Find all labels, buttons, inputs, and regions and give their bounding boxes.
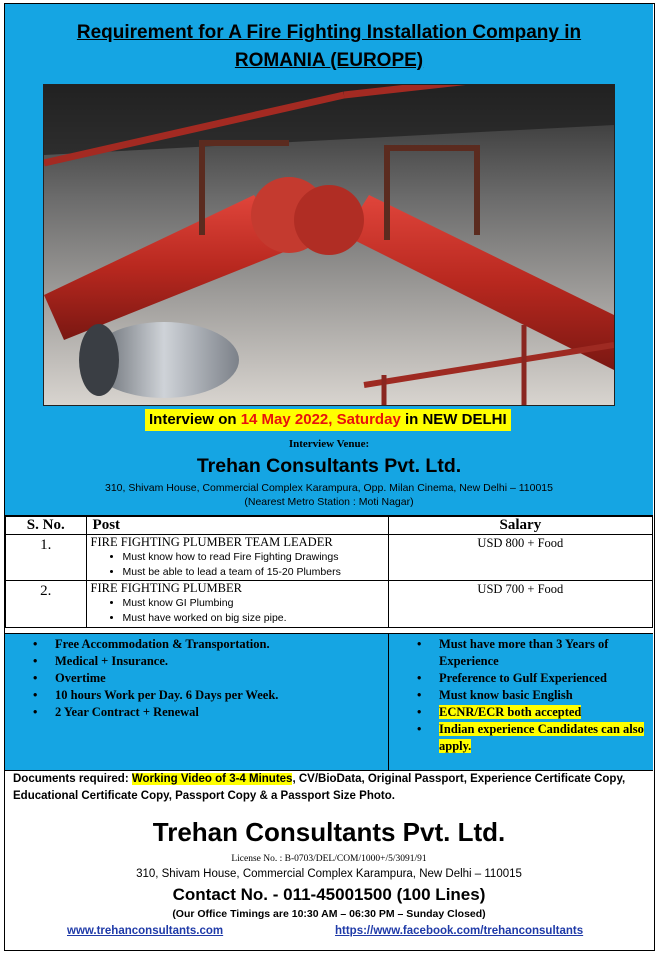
benefits-panel — [5, 633, 653, 771]
requirement-note — [413, 704, 649, 721]
requirement-note — [413, 721, 649, 755]
interview-date: 14 May 2022, Saturday — [240, 411, 401, 428]
footer-company: Trehan Consultants Pvt. Ltd. — [152, 817, 506, 847]
row-sno: 2. — [6, 581, 87, 628]
benefit-item: • Medical + Insurance. — [29, 653, 379, 670]
venue-company: Trehan Consultants Pvt. Ltd. — [196, 455, 462, 477]
post-title: FIRE FIGHTING PLUMBER TEAM LEADER — [90, 535, 333, 549]
benefit-item: • Free Accommodation & Transportation. — [29, 636, 379, 653]
interview-suffix: in NEW DELHI — [400, 411, 507, 428]
footer-address: 310, Shivam House, Commercial Complex Karampura, New Delhi – 110015 — [136, 868, 522, 880]
license-number: License No. : B-0703/DEL/COM/1000+/5/3091/91 — [231, 854, 427, 864]
benefit-item: • 10 hours Work per Day. 6 Days per Week. — [29, 687, 379, 704]
venue-metro: (Nearest Metro Station : Moti Nagar) — [244, 496, 414, 508]
highlighted-note: Indian experience Candidates can also apply. — [439, 722, 644, 753]
requirements-panel-list — [413, 636, 649, 755]
documents-highlight: Working Video of 3-4 Minutes — [131, 773, 293, 785]
requirement-note: • Must know basic English — [413, 687, 649, 704]
benefit-item: • Overtime — [29, 670, 379, 687]
highlighted-note: ECNR/ECR both accepted — [439, 705, 582, 719]
header-post: Post — [86, 517, 388, 535]
row-salary: USD 800 + Food — [388, 535, 652, 581]
row-post — [86, 535, 388, 581]
job-advertisement — [4, 3, 655, 951]
requirements-list — [91, 550, 388, 580]
row-sno: 1. — [6, 535, 87, 581]
venue-label: Interview Venue: — [288, 438, 370, 450]
requirement-note: • Preference to Gulf Experienced — [413, 670, 649, 687]
header-sno: S. No. — [6, 517, 87, 535]
header-salary: Salary — [388, 517, 652, 535]
website-link[interactable]: www.trehanconsultants.com — [67, 925, 224, 937]
requirement-item: • Must know GI Plumbing — [123, 596, 388, 611]
documents-required — [13, 771, 649, 805]
requirement-item: • Must know how to read Fire Fighting Drawings — [123, 550, 388, 565]
pipe-illustration — [44, 85, 614, 405]
documents-label: Documents required: — [13, 773, 132, 785]
office-timings: (Our Office Timings are 10:30 AM – 06:30 PM – Sunday Closed) — [172, 908, 486, 920]
documents-rest: , CV/BioData, Original Passport, Experience Certificate Copy, Educational Certificate Copy, Passport Copy & a Passport Size Photo. — [13, 773, 626, 802]
row-post — [86, 581, 388, 628]
table-row — [6, 535, 653, 581]
interview-date-banner — [145, 409, 511, 431]
benefits-divider — [388, 634, 389, 770]
post-title: FIRE FIGHTING PLUMBER — [90, 581, 242, 595]
benefits-list — [29, 636, 379, 721]
page-title-line2: ROMANIA (EUROPE) — [234, 50, 424, 71]
requirement-item: • Must have worked on big size pipe. — [123, 611, 388, 626]
row-salary: USD 700 + Food — [388, 581, 652, 628]
venue-address: 310, Shivam House, Commercial Complex Karampura, Opp. Milan Cinema, New Delhi – 110015 — [104, 482, 553, 494]
top-panel — [5, 4, 653, 516]
requirement-item: • Must be able to lead a team of 15-20 Plumbers — [123, 565, 388, 580]
contact-number: Contact No. - 011-45001500 (100 Lines) — [172, 885, 486, 904]
page-title-line1: Requirement for A Fire Fighting Installation Company in — [76, 22, 582, 43]
requirements-list — [91, 596, 388, 626]
fire-fighting-pipe-photo — [43, 84, 615, 406]
benefit-item: • 2 Year Contract + Renewal — [29, 704, 379, 721]
requirement-note: • Must have more than 3 Years of Experience — [413, 636, 649, 670]
table-row — [6, 581, 653, 628]
interview-prefix: Interview on — [149, 411, 241, 428]
facebook-link[interactable]: https://www.facebook.com/trehanconsultants — [335, 925, 584, 937]
positions-table — [5, 516, 653, 628]
table-header-row — [6, 517, 653, 535]
